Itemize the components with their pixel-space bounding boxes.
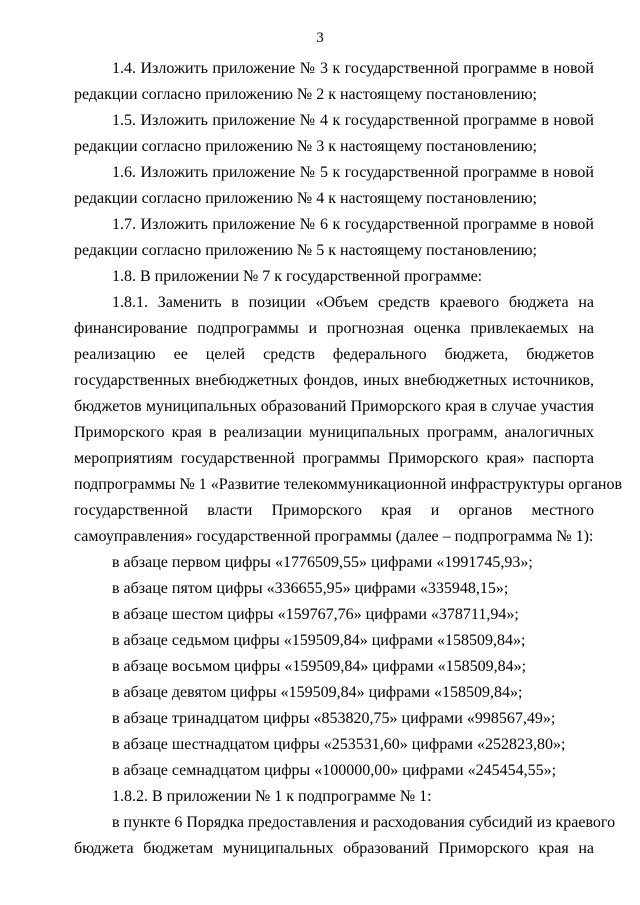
item-line: государственной власти Приморского края и органов местного	[74, 502, 594, 519]
final-paragraph	[74, 810, 616, 862]
replacement-list	[74, 550, 594, 784]
item-line: 1.6. Изложить приложение № 5 к государственной программе в новой	[112, 164, 594, 181]
replacement-item: в абзаце седьмом цифры «159509,84» цифрами «158509,84»;	[112, 632, 526, 649]
item-line: 1.5. Изложить приложение № 4 к государственной программе в новой	[112, 112, 594, 129]
item-line: редакции согласно приложению № 2 к настоящему постановлению;	[74, 86, 537, 103]
item-line: редакции согласно приложению № 4 к настоящему постановлению;	[74, 190, 537, 207]
item-line: Приморского края в реализации муниципальных программ, аналогичных	[74, 424, 594, 441]
item-line: реализацию ее целей средств федерального бюджета, бюджетов	[74, 346, 594, 363]
item-line: в пункте 6 Порядка предоставления и расходования субсидий из краевого	[112, 814, 616, 831]
item-line: подпрограммы № 1 «Развитие телекоммуникационной инфраструктуры органов	[74, 476, 623, 493]
replacement-item: в абзаце пятом цифры «336655,95» цифрами «335948,15»;	[112, 580, 509, 597]
replacement-item: в абзаце девятом цифры «159509,84» цифрами «158509,84»;	[112, 684, 523, 701]
item-line: финансирование подпрограммы и прогнозная оценка привлекаемых на	[74, 320, 594, 337]
item-line: 1.4. Изложить приложение № 3 к государственной программе в новой	[112, 60, 594, 77]
item-line: государственных внебюджетных фондов, иных внебюджетных источников,	[74, 372, 594, 389]
item-line: редакции согласно приложению № 5 к настоящему постановлению;	[74, 242, 537, 259]
item-1-8: 1.8. В приложении № 7 к государственной программе:	[112, 268, 483, 285]
item-line: 1.7. Изложить приложение № 6 к государственной программе в новой	[112, 216, 594, 233]
item-1-8-2: 1.8.2. В приложении № 1 к подпрограмме № 1:	[112, 788, 432, 805]
item-1-6	[74, 160, 594, 212]
replacement-item: в абзаце восьмом цифры «159509,84» цифрами «158509,84»;	[112, 658, 527, 675]
item-line: бюджета бюджетам муниципальных образований Приморского края на	[74, 840, 594, 857]
replacement-item: в абзаце семнадцатом цифры «100000,00» цифрами «245454,55»;	[112, 762, 557, 779]
page-number: 3	[316, 30, 324, 46]
item-line: бюджетов муниципальных образований Приморского края в случае участия	[74, 398, 594, 415]
item-1-8-1	[74, 290, 623, 550]
item-1-7	[74, 212, 594, 264]
item-line: самоуправления» государственной программы (далее – подпрограмма № 1):	[74, 528, 594, 545]
item-1-4	[74, 56, 594, 108]
item-line: редакции согласно приложению № 3 к настоящему постановлению;	[74, 138, 537, 155]
replacement-item: в абзаце тринадцатом цифры «853820,75» цифрами «998567,49»;	[112, 710, 556, 727]
replacement-item: в абзаце шестнадцатом цифры «253531,60» цифрами «252823,80»;	[112, 736, 566, 753]
item-line: мероприятиям государственной программы Приморского края» паспорта	[74, 450, 594, 467]
replacement-item: в абзаце первом цифры «1776509,55» цифрами «1991745,93»;	[112, 554, 533, 571]
replacement-item: в абзаце шестом цифры «159767,76» цифрами «378711,94»;	[112, 606, 519, 623]
item-1-5	[74, 108, 594, 160]
document-body	[74, 56, 623, 862]
item-line: 1.8.1. Заменить в позиции «Объем средств краевого бюджета на	[112, 294, 594, 311]
